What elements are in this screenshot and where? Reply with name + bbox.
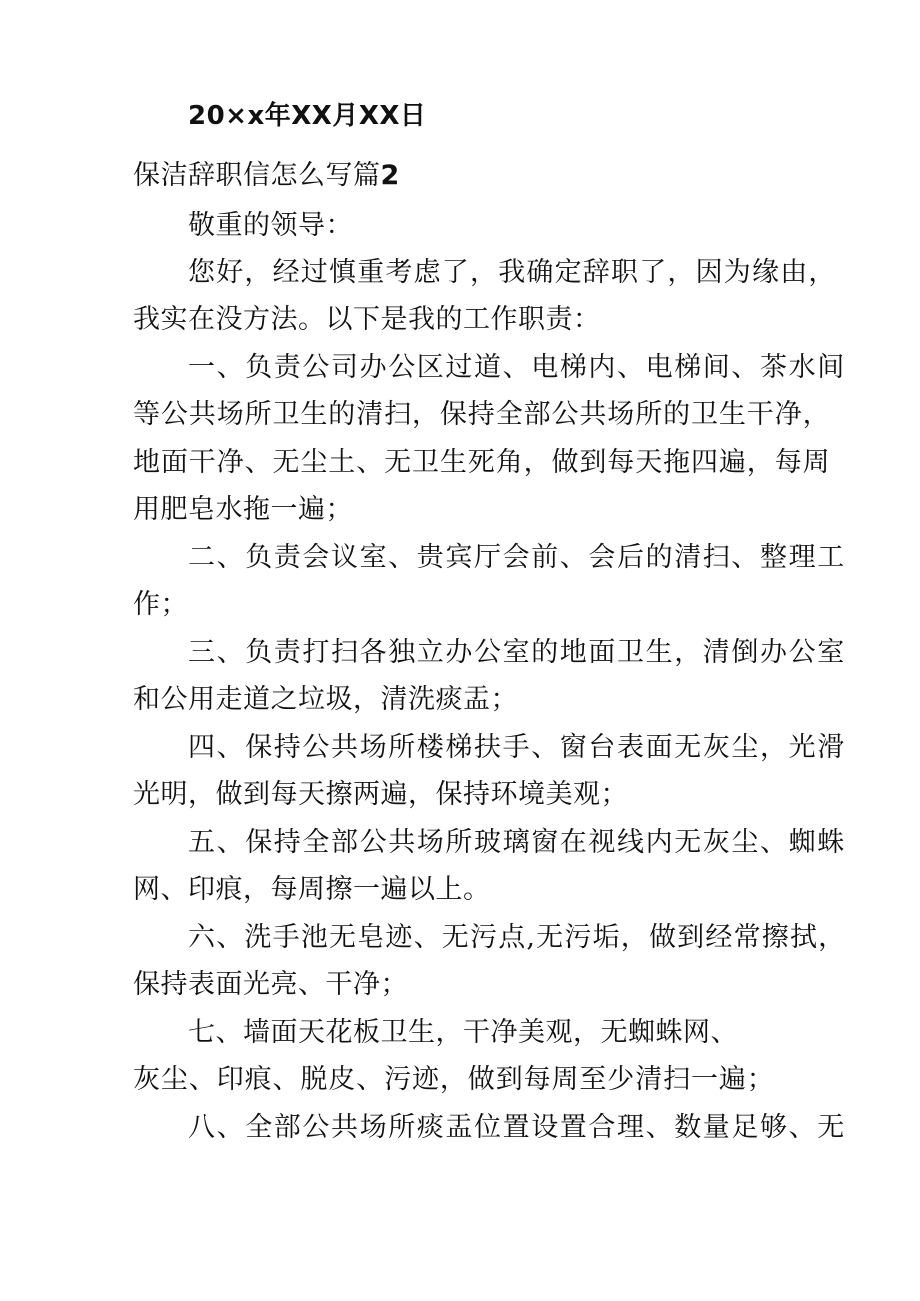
body-line: 等公共场所卫生的清扫，保持全部公共场所的卫生干净，: [133, 399, 831, 430]
body-line: 作；: [133, 589, 188, 620]
body-line: 二、负责会议室、贵宾厅会前、会后的清扫、整理工: [188, 542, 846, 573]
salutation: 敬重的领导：: [188, 210, 353, 241]
body-line: 七、墙面天花板卫生，干净美观，无蜘蛛网、: [188, 1017, 738, 1048]
body-line: 一、负责公司办公区过道、电梯内、电梯间、茶水间: [188, 352, 846, 383]
body-line: 保持表面光亮、干净；: [133, 969, 408, 1000]
body-line: 您好，经过慎重考虑了，我确定辞职了，因为缘由，: [188, 257, 837, 288]
body-line: 八、全部公共场所痰盂位置设置合理、数量足够、无: [188, 1112, 846, 1143]
body-line: 灰尘、印痕、脱皮、污迹，做到每周至少清扫一遍；: [133, 1064, 775, 1095]
body-line: 三、负责打扫各独立办公室的地面卫生，清倒办公室: [188, 637, 846, 668]
section-heading-text: 保洁辞职信怎么写篇: [133, 160, 381, 191]
body-line: 和公用走道之垃圾，清洗痰盂；: [133, 684, 518, 715]
body-line: 四、保持公共场所楼梯扶手、窗台表面无灰尘，光滑: [188, 732, 846, 763]
section-heading: [133, 156, 400, 196]
body-line: 地面干净、无尘土、无卫生死角，做到每天拖四遍，每周: [133, 447, 831, 478]
body-line: 网、印痕，每周擦一遍以上。: [133, 874, 491, 905]
body-line: 我实在没方法。以下是我的工作职责：: [133, 304, 601, 335]
section-heading-number: 2: [380, 160, 400, 191]
body-line: 光明，做到每天擦两遍，保持环境美观；: [133, 779, 628, 810]
body-line: 六、洗手池无皂迹、无污点,无污垢，做到经常擦拭，: [188, 922, 847, 953]
body-line: 五、保持全部公共场所玻璃窗在视线内无灰尘、蜘蛛: [188, 827, 846, 858]
letter-date: 20×x年XX月XX日: [188, 101, 427, 131]
body-line: 用肥皂水拖一遍；: [133, 494, 353, 525]
